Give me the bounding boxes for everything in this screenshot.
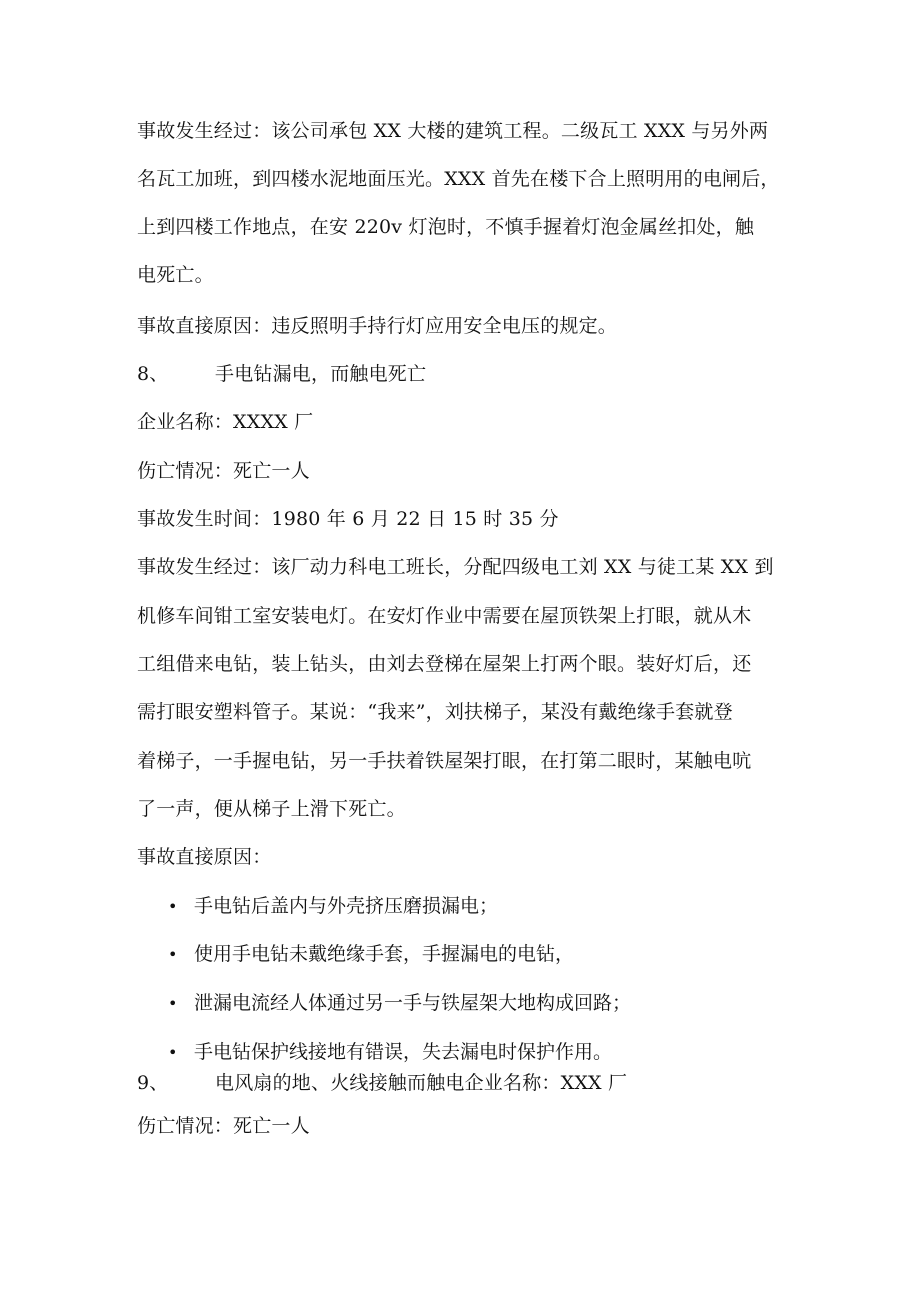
paragraph-line: 伤亡情况：死亡一人 bbox=[137, 1115, 310, 1137]
bullet-icon: • bbox=[168, 945, 178, 964]
paragraph-line: 上到四楼工作地点，在安 220v 灯泡时，不慎手握着灯泡金属丝扣处，触 bbox=[137, 216, 755, 238]
bullet-icon: • bbox=[168, 1043, 178, 1062]
section-heading-9 bbox=[137, 1071, 807, 1095]
paragraph-line: 企业名称：XXXX 厂 bbox=[137, 411, 314, 433]
list-item-text: 使用手电钻未戴绝缘手套，手握漏电的电钻， bbox=[194, 943, 575, 965]
paragraph-line: 机修车间钳工室安装电灯。在安灯作业中需要在屋顶铁架上打眼，就从木 bbox=[137, 605, 752, 627]
section-title: 电风扇的地、火线接触而触电企业名称：XXX 厂 bbox=[215, 1072, 628, 1094]
paragraph-line: 事故发生经过：该公司承包 XX 大楼的建筑工程。二级瓦工 XXX 与另外两 bbox=[137, 120, 769, 142]
section-heading-8 bbox=[137, 362, 807, 386]
list-item-text: 泄漏电流经人体通过另一手与铁屋架大地构成回路； bbox=[194, 992, 632, 1014]
list-item-text: 手电钻保护线接地有错误，失去漏电时保护作用。 bbox=[194, 1041, 613, 1063]
paragraph-line: 事故直接原因：违反照明手持行灯应用安全电压的规定。 bbox=[137, 315, 618, 337]
section-number: 8、 bbox=[137, 363, 169, 385]
list-item-text: 手电钻后盖内与外壳挤压磨损漏电； bbox=[194, 895, 499, 917]
section-title: 手电钻漏电，而触电死亡 bbox=[215, 363, 427, 385]
paragraph-line: 伤亡情况：死亡一人 bbox=[137, 460, 310, 482]
section-number: 9、 bbox=[137, 1072, 169, 1094]
bullet-icon: • bbox=[168, 897, 178, 916]
paragraph-line: 工组借来电钻，装上钻头，由刘去登梯在屋架上打两个眼。装好灯后，还 bbox=[137, 653, 752, 675]
paragraph-line: 事故发生时间：1980 年 6 月 22 日 15 时 35 分 bbox=[137, 508, 559, 530]
paragraph-line: 需打眼安塑料管子。某说：“我来”，刘扶梯子，某没有戴绝缘手套就登 bbox=[137, 701, 733, 723]
paragraph-line: 名瓦工加班，到四楼水泥地面压光。XXX 首先在楼下合上照明用的电闸后， bbox=[137, 168, 780, 190]
list-item bbox=[168, 1040, 612, 1065]
list-item bbox=[168, 894, 498, 919]
paragraph-line: 电死亡。 bbox=[137, 264, 214, 286]
paragraph-line: 事故发生经过：该厂动力科电工班长，分配四级电工刘 XX 与徒工某 XX 到 bbox=[137, 556, 774, 578]
list-item bbox=[168, 942, 574, 967]
bullet-icon: • bbox=[168, 994, 178, 1013]
paragraph-line: 了一声，便从梯子上滑下死亡。 bbox=[137, 798, 406, 820]
paragraph-line: 事故直接原因： bbox=[137, 846, 272, 868]
paragraph-line: 着梯子，一手握电钻，另一手扶着铁屋架打眼，在打第二眼时，某触电吭 bbox=[137, 750, 752, 772]
list-item bbox=[168, 991, 631, 1016]
